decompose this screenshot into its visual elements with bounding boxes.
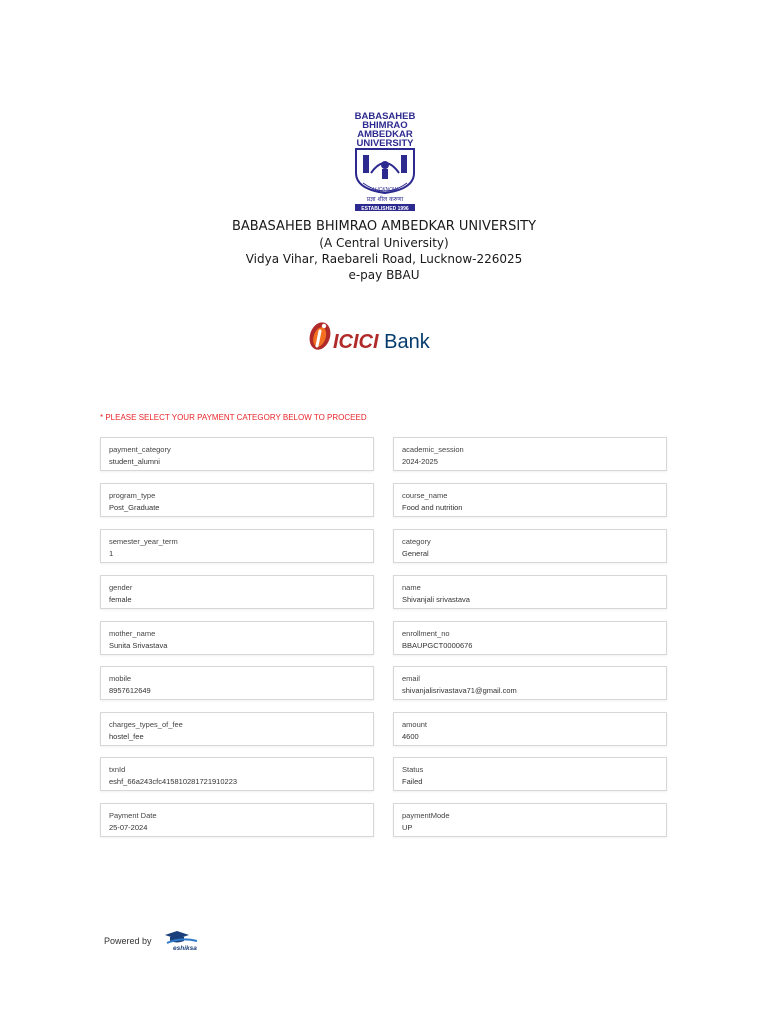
field-value: General (402, 549, 429, 558)
bank-name-bank: Bank (378, 331, 430, 353)
field-mobile[interactable] (100, 666, 374, 700)
field-label: txnId (109, 765, 126, 774)
logo-text-line: BABASAHEB (354, 111, 416, 122)
field-label: charges_types_of_fee (109, 720, 183, 729)
field-label: category (402, 537, 431, 546)
logo-text-line: AMBEDKAR (357, 129, 413, 140)
field-label: payment_category (109, 445, 171, 454)
field-label: Payment Date (109, 811, 157, 820)
field-value: 1 (109, 549, 114, 558)
field-label: gender (109, 583, 133, 592)
field-category[interactable] (393, 529, 667, 563)
university-logo (351, 109, 419, 213)
field-value: Failed (402, 777, 423, 786)
field-value: female (109, 595, 132, 604)
field-value: student_alumni (109, 457, 160, 466)
field-value: Sunita Srivastava (109, 641, 168, 650)
field-mother-name[interactable] (100, 621, 374, 655)
field-charges-types-of-fee[interactable] (100, 712, 374, 746)
field-label: program_type (109, 491, 156, 500)
logo-motto: प्रज्ञा शील करुणा (366, 196, 404, 203)
field-label: email (402, 674, 420, 683)
university-subtitle: (A Central University) (319, 236, 449, 250)
field-label: enrollment_no (402, 629, 450, 638)
field-semester-year-term[interactable] (100, 529, 374, 563)
field-label: paymentMode (402, 811, 450, 820)
field-value: 4600 (402, 732, 419, 741)
field-label: semester_year_term (109, 537, 178, 546)
field-txnid[interactable] (100, 757, 374, 791)
field-value: BBAUPGCT0000676 (402, 641, 473, 650)
svg-text:ICICI Bank (333, 331, 431, 353)
field-payment-mode[interactable] (393, 803, 667, 837)
field-label: amount (402, 720, 428, 729)
field-enrollment-no[interactable] (393, 621, 667, 655)
logo-text-line: BHIMRAO (362, 120, 408, 131)
field-course-name[interactable] (393, 483, 667, 517)
powered-by-label: Powered by (104, 936, 152, 946)
field-value: 25-07-2024 (109, 823, 148, 832)
field-value: hostel_fee (109, 732, 144, 741)
field-gender[interactable] (100, 575, 374, 609)
field-value: Shivanjali srivastava (402, 595, 470, 604)
field-academic-session[interactable] (393, 437, 667, 471)
university-address: Vidya Vihar, Raebareli Road, Lucknow-226025 (245, 252, 523, 266)
field-value: UP (402, 823, 413, 832)
portal-name: e-pay BBAU (348, 268, 420, 282)
field-amount[interactable] (393, 712, 667, 746)
field-value: shivanjalisrivastava71@gmail.com (402, 686, 517, 695)
icici-bank-logo (306, 318, 466, 354)
field-value: Post_Graduate (109, 503, 160, 512)
logo-city: LUCKNOW (372, 187, 398, 193)
field-status[interactable] (393, 757, 667, 791)
field-payment-category[interactable] (100, 437, 374, 471)
university-name: BABASAHEB BHIMRAO AMBEDKAR UNIVERSITY (231, 219, 537, 234)
field-name[interactable] (393, 575, 667, 609)
eshiksa-brand: eshiksa (173, 945, 197, 952)
field-email[interactable] (393, 666, 667, 700)
logo-established: ESTABLISHED 1996 (361, 206, 409, 212)
eshiksa-logo[interactable] (163, 929, 215, 953)
field-value: eshf_66a243cfc4158102817​21910223 (109, 777, 238, 786)
university-header (0, 219, 768, 283)
field-value: 8957612649 (109, 686, 151, 695)
field-label: Status (402, 765, 424, 774)
logo-text-line: UNIVERSITY (356, 138, 414, 149)
field-label: mother_name (109, 629, 156, 638)
payment-category-notice: * PLEASE SELECT YOUR PAYMENT CATEGORY BELOW TO PROCEED (100, 413, 367, 422)
field-value: 2024-2025 (402, 457, 438, 466)
field-program-type[interactable] (100, 483, 374, 517)
field-label: name (402, 583, 421, 592)
bank-name-icici: ICICI (333, 331, 379, 353)
field-value: Food and nutrition (402, 503, 463, 512)
field-label: course_name (402, 491, 448, 500)
field-payment-date[interactable] (100, 803, 374, 837)
field-label: mobile (109, 674, 132, 683)
field-label: academic_session (402, 445, 464, 454)
